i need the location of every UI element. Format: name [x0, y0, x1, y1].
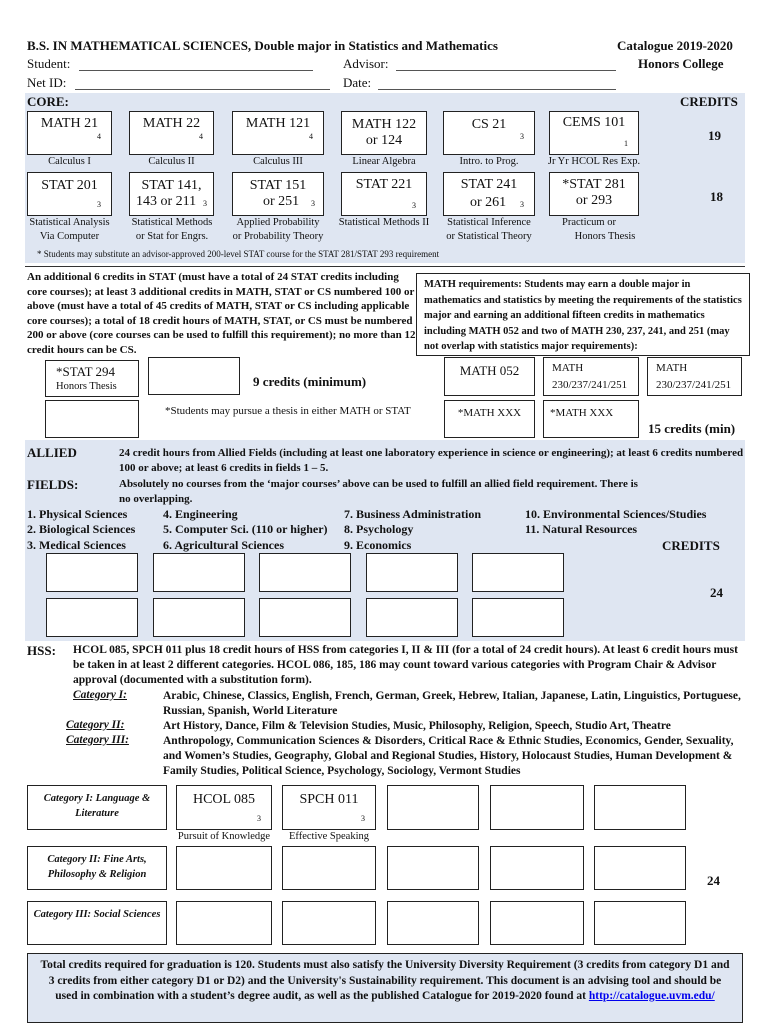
advisor-label: Advisor: — [343, 56, 389, 71]
category-1-text: Arabic, Chinese, Classics, English, French, German, Greek, Hebrew, Italian, Japanese, Latin, Linguistics, Portuguese, Russian, Spanish, World Literature — [163, 690, 741, 717]
course-label-2: or Probability Theory — [232, 231, 324, 242]
course-title: MATH — [552, 362, 584, 374]
course-label: Calculus I — [48, 156, 91, 167]
allied-course-box[interactable] — [259, 598, 351, 637]
course-title-alt: or 251 — [263, 194, 300, 209]
allied-course-box[interactable] — [259, 553, 351, 592]
course-box-stat281[interactable] — [549, 172, 639, 216]
course-title: STAT 141, — [141, 178, 202, 193]
allied-credits-heading: CREDITS — [662, 538, 720, 553]
hss-credits: 24 — [707, 873, 720, 888]
course-label: Intro. to Prog. — [459, 156, 519, 167]
hss-course-box[interactable] — [282, 901, 376, 945]
course-box-mathxxx-2[interactable] — [543, 400, 639, 438]
hss-course-box[interactable] — [282, 846, 376, 890]
course-label: Calculus III — [253, 156, 303, 167]
course-title-alt: or 261 — [470, 195, 507, 210]
course-box-hcol085[interactable] — [176, 785, 272, 830]
course-title: SPCH 011 — [299, 792, 359, 807]
course-credits: 3 — [257, 814, 261, 823]
course-title: *STAT 294 — [56, 364, 116, 379]
allied-field: 9. Economics — [344, 538, 412, 552]
hss-category-2-box — [27, 846, 167, 890]
course-box-stat221[interactable] — [341, 172, 427, 216]
student-label: Student: — [27, 56, 71, 71]
course-credits: 3 — [311, 199, 315, 208]
core-footnote: * Students may substitute an advisor-approved 200-level STAT course for the STAT 281/STAT 293 requirement — [37, 249, 440, 259]
hss-course-box[interactable] — [490, 785, 584, 830]
course-label-2: or Statistical Theory — [446, 231, 532, 242]
category-3-label: Category III: — [66, 734, 129, 746]
course-credits: 4 — [97, 132, 101, 141]
course-title: MATH 122 — [351, 117, 417, 132]
allied-course-box[interactable] — [153, 598, 245, 637]
stat-elective-box-2[interactable] — [45, 400, 139, 438]
course-box-math22[interactable] — [129, 111, 214, 155]
allied-course-box[interactable] — [46, 598, 138, 637]
page-title: B.S. IN MATHEMATICAL SCIENCES, Double major in Statistics and Mathematics — [27, 38, 498, 53]
course-title: *MATH XXX — [550, 407, 614, 419]
hss-course-box[interactable] — [490, 846, 584, 890]
category-3-text: Anthropology, Communication Sciences & Disorders, Critical Race & Ethnic Studies, Economics, Gender, Sexuality, and Women’s Studies, Geography, Global and Regional Studies, History, Holocaust Studies, Human Development & Family Studies, Political Science, Psychology, Sociology, Vermont Studies — [163, 735, 734, 777]
college-name: Honors College — [638, 56, 724, 71]
hss-course-box[interactable] — [176, 901, 272, 945]
math-requirement-text: MATH requirements: Students may earn a double major in mathematics and statistics by meeting the requirements of the statistics major and earning an additional fifteen credits in mathematics including MATH 052 and two of MATH 230, 237, 241, and 251 (may not overlap with statistics major requirements): — [424, 279, 742, 352]
catalogue-link[interactable]: http://catalogue.uvm.edu/ — [588, 990, 715, 1002]
allied-field: 5. Computer Sci. (110 or higher) — [163, 522, 328, 536]
footer-text: Total credits required for graduation is 120. Students must also satisfy the University Diversity Requirement (3 credits from category D1 and 3 credits from either category D1 or D2) and the University's Sustainability requirement. This document is an advising tool and should be used in combination with a student’s degree audit, as well as the published Catalogue for 2019-2020 found at — [40, 959, 730, 1002]
hss-course-box[interactable] — [594, 846, 686, 890]
course-title: STAT 151 — [249, 178, 307, 193]
course-title-alt: or 124 — [365, 133, 403, 148]
course-box-math-elective-a[interactable] — [543, 357, 639, 396]
math-requirement-box — [416, 273, 750, 356]
course-label: Effective Speaking — [289, 831, 369, 842]
course-title: STAT 201 — [41, 178, 98, 193]
course-credits: 3 — [520, 132, 524, 141]
course-box-stat141[interactable] — [129, 172, 214, 216]
course-credits: 4 — [199, 132, 203, 141]
hss-category-3-box — [27, 901, 167, 945]
stat-elective-box-1[interactable] — [148, 357, 240, 395]
course-credits: 3 — [520, 200, 524, 209]
allied-heading: ALLIED — [27, 445, 77, 460]
course-title: MATH 22 — [142, 116, 201, 131]
allied-field: 1. Physical Sciences — [27, 507, 128, 521]
course-title: *STAT 281 — [562, 177, 626, 192]
course-credits: 4 — [309, 132, 313, 141]
course-title-alt: 143 or 211 — [136, 194, 197, 209]
course-title: MATH 052 — [459, 363, 520, 378]
course-title-alt: or 293 — [575, 193, 613, 208]
course-label: Calculus II — [148, 156, 195, 167]
allied-field: 8. Psychology — [344, 522, 414, 536]
hss-course-box[interactable] — [594, 901, 686, 945]
course-box-stat151[interactable] — [232, 172, 324, 216]
allied-course-box[interactable] — [472, 553, 564, 592]
allied-text-1: 24 credit hours from Allied Fields (including at least one laboratory experience in science or engineering); at least 6 credits numbered 100 or above; at least 6 credits in fields 1 – 5. — [119, 447, 744, 474]
student-field[interactable] — [79, 70, 313, 71]
course-title: CS 21 — [471, 117, 507, 132]
course-box-math-elective-b[interactable] — [647, 357, 742, 396]
course-title: *MATH XXX — [457, 407, 522, 419]
course-title: MATH 21 — [40, 116, 99, 131]
course-title: STAT 241 — [460, 177, 518, 192]
course-label-2: Honors Thesis — [574, 231, 636, 242]
course-label-2: Via Computer — [39, 231, 100, 242]
allied-course-box[interactable] — [472, 598, 564, 637]
hss-course-box[interactable] — [387, 901, 479, 945]
hss-course-box[interactable] — [176, 846, 272, 890]
course-box-math121[interactable] — [232, 111, 324, 155]
core-credits-heading: CREDITS — [680, 94, 738, 109]
course-label: Statistical Inference — [447, 217, 531, 228]
core-heading: CORE: — [27, 94, 69, 109]
course-credits: 3 — [412, 201, 416, 210]
course-label: Applied Probability — [236, 217, 320, 228]
course-label: Honors Thesis — [56, 381, 117, 392]
hss-course-box[interactable] — [490, 901, 584, 945]
course-credits: 3 — [97, 200, 101, 209]
allied-field: 6. Agricultural Sciences — [163, 538, 284, 552]
course-title-alt: 230/237/241/251 — [552, 379, 628, 391]
course-credits: 3 — [361, 814, 365, 823]
netid-field[interactable] — [75, 89, 330, 90]
allied-course-box[interactable] — [153, 553, 245, 592]
course-credits: 1 — [624, 139, 628, 148]
course-credits: 3 — [203, 199, 207, 208]
allied-credits: 24 — [710, 585, 723, 600]
course-label-2: or Stat for Engrs. — [135, 231, 209, 242]
thesis-note: *Students may pursue a thesis in either MATH or STAT — [165, 405, 411, 417]
category-2-label: Category II: — [66, 719, 125, 731]
course-label: Statistical Methods II — [338, 217, 430, 228]
allied-text-2: Absolutely no courses from the ‘major courses’ above can be used to fulfill an allied field requirement. There is no overlapping. — [119, 478, 638, 505]
course-label: Statistical Methods — [131, 217, 213, 228]
course-title: HCOL 085 — [192, 792, 256, 807]
stat-requirement-text: An additional 6 credits in STAT (must have a total of 24 STAT credits including core courses); at least 3 additional credits in MATH, STAT or CS numbered 100 or above (must have a total of 45 credits of MATH, STAT or CS including applicable core courses); a total of 18 credit hours of MATH, STAT, or CS must be numbered 200 or above (core courses can be used to fulfill this requirement); no more than 12 credit hours can be CS. — [27, 271, 416, 356]
netid-label: Net ID: — [27, 75, 67, 90]
catalogue-year: Catalogue 2019-2020 — [617, 38, 733, 53]
course-box-math052[interactable] — [444, 357, 535, 396]
allied-field: 2. Biological Sciences — [27, 522, 136, 536]
course-box-stat294[interactable] — [45, 360, 139, 397]
hss-row-label: Category II: Fine Arts, Philosophy & Religion — [47, 854, 147, 880]
hss-course-box[interactable] — [387, 846, 479, 890]
math-credits-min: 15 credits (min) — [648, 421, 736, 436]
hss-row-label: Category I: Language & Literature — [43, 793, 151, 819]
hss-course-box[interactable] — [594, 785, 686, 830]
hss-row-label: Category III: Social Sciences — [33, 909, 161, 920]
course-label: Linear Algebra — [352, 156, 416, 167]
allied-course-box[interactable] — [366, 553, 458, 592]
allied-field: 11. Natural Resources — [525, 522, 638, 536]
course-title: MATH — [656, 362, 688, 374]
allied-field: 4. Engineering — [163, 507, 238, 521]
hss-course-box[interactable] — [387, 785, 479, 830]
divider — [25, 266, 745, 267]
hss-category-1-box — [27, 785, 167, 830]
hss-heading: HSS: — [27, 643, 56, 658]
course-box-stat201[interactable] — [27, 172, 112, 216]
course-title: MATH 121 — [245, 116, 311, 131]
footer-note — [27, 953, 743, 1023]
core-row1-credits: 19 — [708, 128, 721, 143]
hss-text: HCOL 085, SPCH 011 plus 18 credit hours of HSS from categories I, II & III (for a total of 24 credit hours). At least 6 credit hours must be taken in at least 2 different categories. HCOL 086, 185, 186 may count toward various categories with Program Chair & Advisor approval (documented with a substitution form). — [73, 644, 738, 686]
category-1-label: Category I: — [73, 689, 127, 701]
course-title: STAT 221 — [355, 177, 413, 192]
allied-field: 3. Medical Sciences — [27, 538, 126, 552]
date-field[interactable] — [378, 89, 616, 90]
date-label: Date: — [343, 75, 372, 90]
course-title-alt: 230/237/241/251 — [656, 379, 732, 391]
stat-credits-min: 9 credits (minimum) — [253, 374, 367, 389]
course-box-math21[interactable] — [27, 111, 112, 155]
course-label: Pursuit of Knowledge — [177, 831, 271, 842]
advisor-field[interactable] — [396, 70, 616, 71]
category-2-text: Art History, Dance, Film & Television Studies, Music, Philosophy, Religion, Speech, Studio Art, Theatre — [163, 720, 671, 732]
allied-course-box[interactable] — [46, 553, 138, 592]
course-box-mathxxx-1[interactable] — [444, 400, 535, 438]
course-label: Statistical Analysis — [29, 217, 110, 228]
allied-field: 10. Environmental Sciences/Studies — [525, 507, 707, 521]
course-box-cems101[interactable] — [549, 111, 639, 155]
course-label: Jr Yr HCOL Res Exp. — [547, 156, 641, 167]
course-box-math122[interactable] — [341, 111, 427, 155]
allied-field: 7. Business Administration — [344, 507, 482, 521]
allied-course-box[interactable] — [366, 598, 458, 637]
allied-heading-2: FIELDS: — [27, 477, 79, 492]
course-box-stat241[interactable] — [443, 172, 535, 216]
course-box-cs21[interactable] — [443, 111, 535, 155]
course-title: CEMS 101 — [562, 115, 626, 130]
course-box-spch011[interactable] — [282, 785, 376, 830]
course-label: Practicum or — [562, 217, 616, 228]
core-row2-credits: 18 — [710, 189, 723, 204]
